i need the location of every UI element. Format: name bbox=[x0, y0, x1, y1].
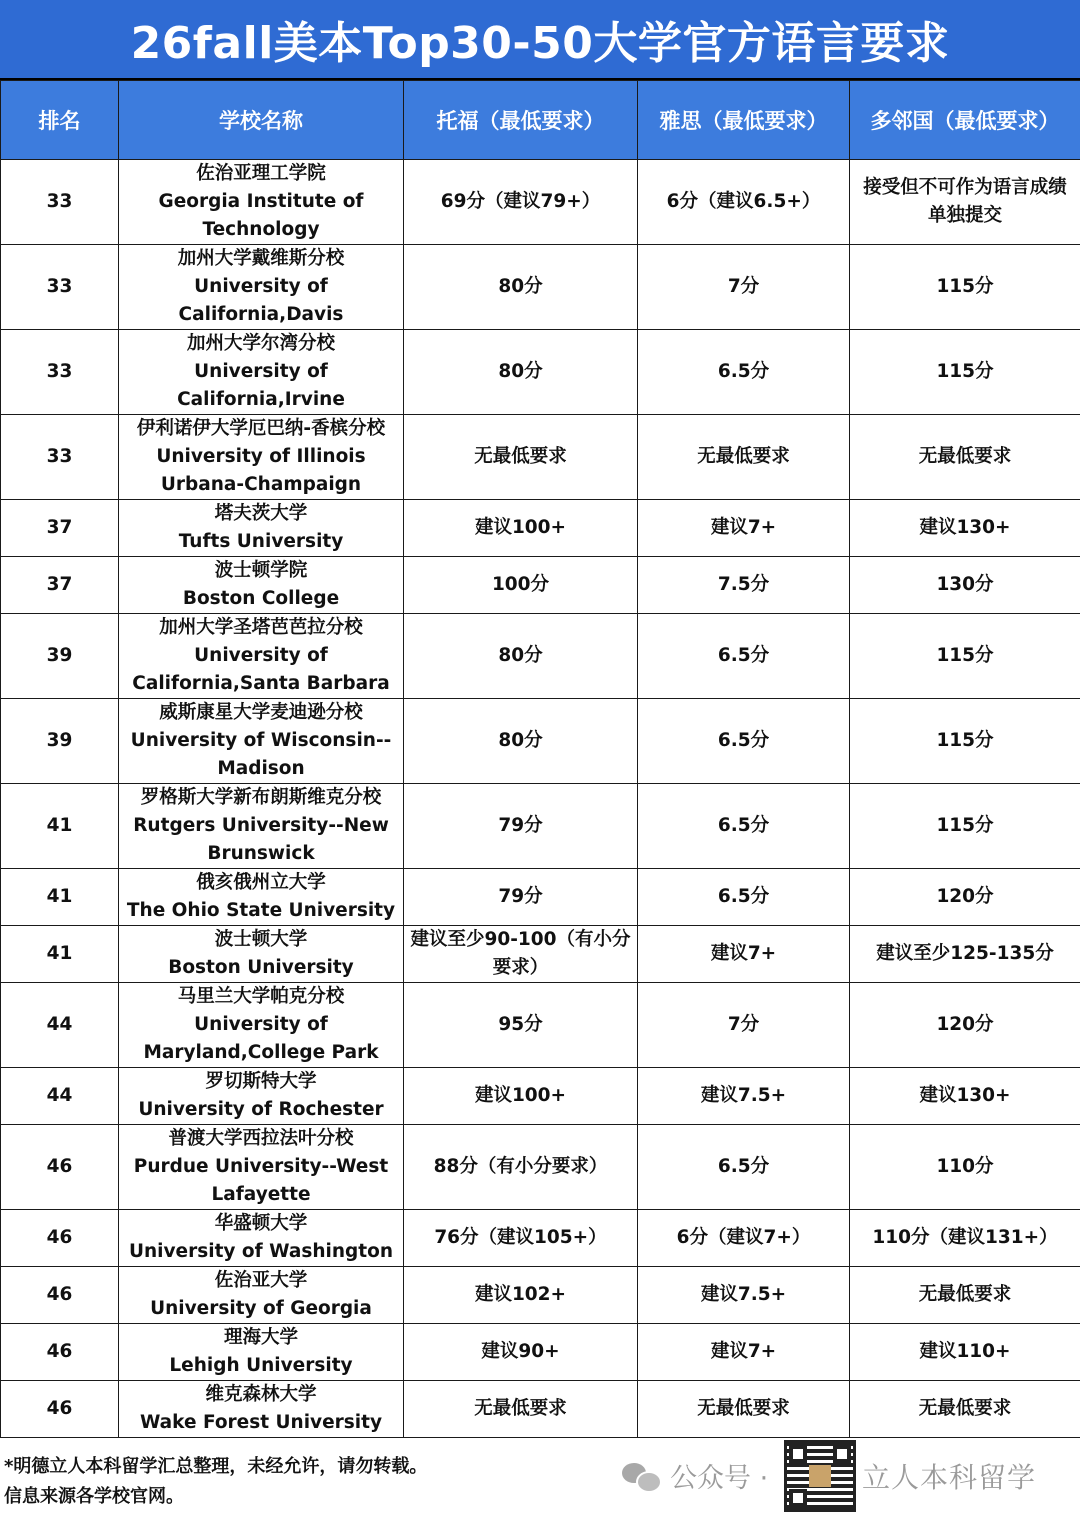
toefl-cell: 79分 bbox=[404, 784, 638, 869]
duolingo-value: 建议130+ bbox=[919, 1085, 1011, 1106]
ielts-cell: 6分（建议7+） bbox=[638, 1210, 850, 1267]
school-name-en: Maryland,College Park bbox=[143, 1042, 379, 1063]
school-name-en: University of Wisconsin-- bbox=[130, 730, 392, 751]
school-name-cell bbox=[119, 869, 404, 926]
school-name-cn: 威斯康星大学麦迪逊分校 bbox=[159, 702, 363, 723]
school-name-en: University of bbox=[194, 276, 328, 297]
ielts-cell: 6.5分 bbox=[638, 784, 850, 869]
header-school: 学校名称 bbox=[119, 81, 404, 160]
school-name-cell bbox=[119, 1068, 404, 1125]
ielts-cell: 6.5分 bbox=[638, 1125, 850, 1210]
duolingo-value: 115分 bbox=[936, 361, 994, 382]
school-name-cn: 佐治亚大学 bbox=[214, 1270, 308, 1291]
ielts-cell: 建议7.5+ bbox=[638, 1267, 850, 1324]
school-name-cell bbox=[119, 1125, 404, 1210]
duolingo-cell bbox=[850, 1125, 1080, 1210]
school-name-cn: 加州大学戴维斯分校 bbox=[177, 248, 345, 269]
duolingo-cell bbox=[850, 415, 1080, 500]
duolingo-value: 120分 bbox=[936, 886, 994, 907]
toefl-cell: 95分 bbox=[404, 983, 638, 1068]
school-name-en: University of bbox=[194, 1014, 328, 1035]
duolingo-cell bbox=[850, 1381, 1080, 1438]
toefl-cell: 80分 bbox=[404, 330, 638, 415]
school-name-en: University of Georgia bbox=[150, 1298, 372, 1319]
school-name-en: Urbana-Champaign bbox=[160, 474, 362, 495]
rank-cell: 44 bbox=[1, 1068, 119, 1125]
toefl-cell: 88分（有小分要求） bbox=[404, 1125, 638, 1210]
duolingo-value: 115分 bbox=[936, 730, 994, 751]
table-row bbox=[1, 983, 1080, 1068]
header-row bbox=[1, 81, 1080, 160]
school-name-en: University of bbox=[194, 361, 328, 382]
duolingo-cell bbox=[850, 500, 1080, 557]
toefl-cell: 80分 bbox=[404, 614, 638, 699]
toefl-cell: 建议100+ bbox=[404, 500, 638, 557]
duolingo-value: 接受但不可作为语言成绩 bbox=[863, 177, 1067, 198]
ielts-cell: 6.5分 bbox=[638, 699, 850, 784]
school-name-en: Lafayette bbox=[211, 1184, 311, 1205]
ielts-cell: 建议7.5+ bbox=[638, 1068, 850, 1125]
ielts-cell: 6.5分 bbox=[638, 614, 850, 699]
school-name-en: University of bbox=[194, 645, 328, 666]
school-name-cell bbox=[119, 1210, 404, 1267]
rank-cell: 41 bbox=[1, 784, 119, 869]
school-name-cn: 波士顿学院 bbox=[214, 560, 308, 581]
rank-cell: 39 bbox=[1, 699, 119, 784]
school-name-cn: 华盛顿大学 bbox=[214, 1213, 308, 1234]
school-name-cn: 俄亥俄州立大学 bbox=[196, 872, 326, 893]
school-name-cell bbox=[119, 614, 404, 699]
school-name-en: Wake Forest University bbox=[139, 1412, 383, 1433]
rank-cell: 39 bbox=[1, 614, 119, 699]
qr-code-icon bbox=[784, 1440, 856, 1512]
school-name-cn: 维克森林大学 bbox=[205, 1384, 317, 1405]
duolingo-cell bbox=[850, 784, 1080, 869]
rank-cell: 41 bbox=[1, 869, 119, 926]
duolingo-value: 115分 bbox=[936, 276, 994, 297]
rank-cell: 46 bbox=[1, 1324, 119, 1381]
footer-note: *明德立人本科留学汇总整理，未经允许，请勿转载。 bbox=[4, 1456, 428, 1477]
rank-cell: 41 bbox=[1, 926, 119, 983]
school-name-cn: 罗格斯大学新布朗斯维克分校 bbox=[140, 787, 382, 808]
duolingo-cell bbox=[850, 1068, 1080, 1125]
table-row bbox=[1, 699, 1080, 784]
table-row bbox=[1, 1381, 1080, 1438]
duolingo-value: 110分 bbox=[936, 1156, 994, 1177]
table-row bbox=[1, 614, 1080, 699]
table-row bbox=[1, 160, 1080, 245]
ielts-cell: 建议7+ bbox=[638, 1324, 850, 1381]
toefl-cell: 建议90+ bbox=[404, 1324, 638, 1381]
school-name-cell bbox=[119, 330, 404, 415]
table-row bbox=[1, 500, 1080, 557]
toefl-cell: 80分 bbox=[404, 699, 638, 784]
rank-cell: 33 bbox=[1, 245, 119, 330]
table-row bbox=[1, 1267, 1080, 1324]
duolingo-value: 115分 bbox=[936, 815, 994, 836]
school-name-en: California,Irvine bbox=[177, 389, 345, 410]
duolingo-value: 无最低要求 bbox=[918, 1398, 1012, 1419]
table-row bbox=[1, 1125, 1080, 1210]
footer bbox=[0, 1438, 1080, 1517]
rank-cell: 33 bbox=[1, 160, 119, 245]
table-row bbox=[1, 415, 1080, 500]
school-name-cn: 加州大学尔湾分校 bbox=[186, 333, 335, 354]
page-title: 26fall美本Top30-50大学官方语言要求 bbox=[0, 0, 1080, 80]
ielts-cell: 7.5分 bbox=[638, 557, 850, 614]
toefl-cell: 建议102+ bbox=[404, 1267, 638, 1324]
table-row bbox=[1, 926, 1080, 983]
table-row bbox=[1, 245, 1080, 330]
ielts-cell: 6.5分 bbox=[638, 330, 850, 415]
table-row bbox=[1, 784, 1080, 869]
wechat-label bbox=[622, 1456, 768, 1495]
duolingo-cell bbox=[850, 614, 1080, 699]
school-name-cell bbox=[119, 983, 404, 1068]
toefl-cell: 79分 bbox=[404, 869, 638, 926]
ielts-cell: 6分（建议6.5+） bbox=[638, 160, 850, 245]
school-name-en: Georgia Institute of bbox=[158, 191, 364, 212]
table-row bbox=[1, 557, 1080, 614]
wechat-text: 公众号 · bbox=[670, 1463, 769, 1494]
header-rank: 排名 bbox=[1, 81, 119, 160]
school-name-en: University of Illinois bbox=[156, 446, 366, 467]
wechat-icon bbox=[622, 1461, 660, 1491]
duolingo-cell bbox=[850, 699, 1080, 784]
requirements-table bbox=[0, 80, 1080, 1438]
table-row bbox=[1, 330, 1080, 415]
ielts-cell: 建议7+ bbox=[638, 500, 850, 557]
duolingo-value: 建议130+ bbox=[919, 517, 1011, 538]
duolingo-value: 建议110+ bbox=[919, 1341, 1011, 1362]
school-name-cell bbox=[119, 245, 404, 330]
ielts-cell: 建议7+ bbox=[638, 926, 850, 983]
duolingo-cell bbox=[850, 869, 1080, 926]
school-name-cn: 波士顿大学 bbox=[214, 929, 308, 950]
school-name-cell bbox=[119, 699, 404, 784]
school-name-cn: 加州大学圣塔芭芭拉分校 bbox=[159, 617, 363, 638]
duolingo-cell bbox=[850, 983, 1080, 1068]
rank-cell: 37 bbox=[1, 557, 119, 614]
school-name-cell bbox=[119, 415, 404, 500]
table-row bbox=[1, 1068, 1080, 1125]
duolingo-value: 无最低要求 bbox=[918, 1284, 1012, 1305]
toefl-cell: 无最低要求 bbox=[404, 415, 638, 500]
duolingo-value: 130分 bbox=[936, 574, 994, 595]
duolingo-value: 110分（建议131+） bbox=[872, 1227, 1058, 1248]
rank-cell: 46 bbox=[1, 1125, 119, 1210]
footer-source: 信息来源各学校官网。 bbox=[4, 1486, 184, 1507]
duolingo-cell bbox=[850, 245, 1080, 330]
duolingo-cell bbox=[850, 557, 1080, 614]
table-row bbox=[1, 1324, 1080, 1381]
school-name-en: Tufts University bbox=[178, 531, 344, 552]
table-row bbox=[1, 1210, 1080, 1267]
header-ielts: 雅思（最低要求） bbox=[638, 81, 850, 160]
toefl-cell: 无最低要求 bbox=[404, 1381, 638, 1438]
school-name-en: Rutgers University--New bbox=[133, 815, 389, 836]
school-name-cell bbox=[119, 1267, 404, 1324]
duolingo-value: 单独提交 bbox=[927, 205, 1002, 226]
rank-cell: 33 bbox=[1, 330, 119, 415]
school-name-en: California,Santa Barbara bbox=[132, 673, 390, 694]
school-name-en: Boston University bbox=[168, 957, 354, 978]
school-name-en: Purdue University--West bbox=[133, 1156, 389, 1177]
school-name-en: University of Washington bbox=[128, 1241, 394, 1262]
toefl-cell: 69分（建议79+） bbox=[404, 160, 638, 245]
duolingo-value: 建议至少125-135分 bbox=[876, 943, 1054, 964]
duolingo-cell bbox=[850, 926, 1080, 983]
school-name-cell bbox=[119, 1381, 404, 1438]
school-name-cn: 塔夫茨大学 bbox=[214, 503, 308, 524]
duolingo-cell bbox=[850, 160, 1080, 245]
brand-name: 立人本科留学 bbox=[862, 1461, 1037, 1494]
duolingo-cell bbox=[850, 1324, 1080, 1381]
school-name-cn: 普渡大学西拉法叶分校 bbox=[168, 1128, 354, 1149]
school-name-cell bbox=[119, 1324, 404, 1381]
duolingo-cell bbox=[850, 1210, 1080, 1267]
ielts-cell: 无最低要求 bbox=[638, 415, 850, 500]
ielts-cell: 7分 bbox=[638, 983, 850, 1068]
rank-cell: 46 bbox=[1, 1267, 119, 1324]
school-name-cn: 罗切斯特大学 bbox=[205, 1071, 317, 1092]
school-name-cell bbox=[119, 557, 404, 614]
toefl-cell: 80分 bbox=[404, 245, 638, 330]
school-name-en: The Ohio State University bbox=[126, 900, 396, 921]
school-name-en: Lehigh University bbox=[169, 1355, 353, 1376]
duolingo-cell bbox=[850, 330, 1080, 415]
rank-cell: 46 bbox=[1, 1210, 119, 1267]
ielts-cell: 6.5分 bbox=[638, 869, 850, 926]
rank-cell: 33 bbox=[1, 415, 119, 500]
school-name-en: University of Rochester bbox=[138, 1099, 384, 1120]
school-name-cn: 伊利诺伊大学厄巴纳-香槟分校 bbox=[136, 418, 386, 439]
school-name-cell bbox=[119, 500, 404, 557]
school-name-en: Technology bbox=[202, 219, 320, 240]
school-name-cell bbox=[119, 160, 404, 245]
header-duolingo: 多邻国（最低要求） bbox=[850, 81, 1080, 160]
duolingo-value: 120分 bbox=[936, 1014, 994, 1035]
toefl-cell: 76分（建议105+） bbox=[404, 1210, 638, 1267]
rank-cell: 46 bbox=[1, 1381, 119, 1438]
table-body bbox=[1, 160, 1080, 1438]
rank-cell: 37 bbox=[1, 500, 119, 557]
school-name-cn: 理海大学 bbox=[223, 1327, 298, 1348]
table-row bbox=[1, 869, 1080, 926]
toefl-cell: 100分 bbox=[404, 557, 638, 614]
school-name-cn: 佐治亚理工学院 bbox=[196, 163, 326, 184]
school-name-en: Boston College bbox=[182, 588, 340, 609]
duolingo-value: 115分 bbox=[936, 645, 994, 666]
school-name-cell bbox=[119, 784, 404, 869]
ielts-cell: 无最低要求 bbox=[638, 1381, 850, 1438]
school-name-cell bbox=[119, 926, 404, 983]
school-name-en: Madison bbox=[217, 758, 305, 779]
header-toefl: 托福（最低要求） bbox=[404, 81, 638, 160]
toefl-cell: 建议至少90-100（有小分要求） bbox=[404, 926, 638, 983]
school-name-cn: 马里兰大学帕克分校 bbox=[177, 986, 345, 1007]
ielts-cell: 7分 bbox=[638, 245, 850, 330]
duolingo-cell bbox=[850, 1267, 1080, 1324]
school-name-en: Brunswick bbox=[207, 843, 315, 864]
rank-cell: 44 bbox=[1, 983, 119, 1068]
duolingo-value: 无最低要求 bbox=[918, 446, 1012, 467]
toefl-cell: 建议100+ bbox=[404, 1068, 638, 1125]
school-name-en: California,Davis bbox=[178, 304, 344, 325]
